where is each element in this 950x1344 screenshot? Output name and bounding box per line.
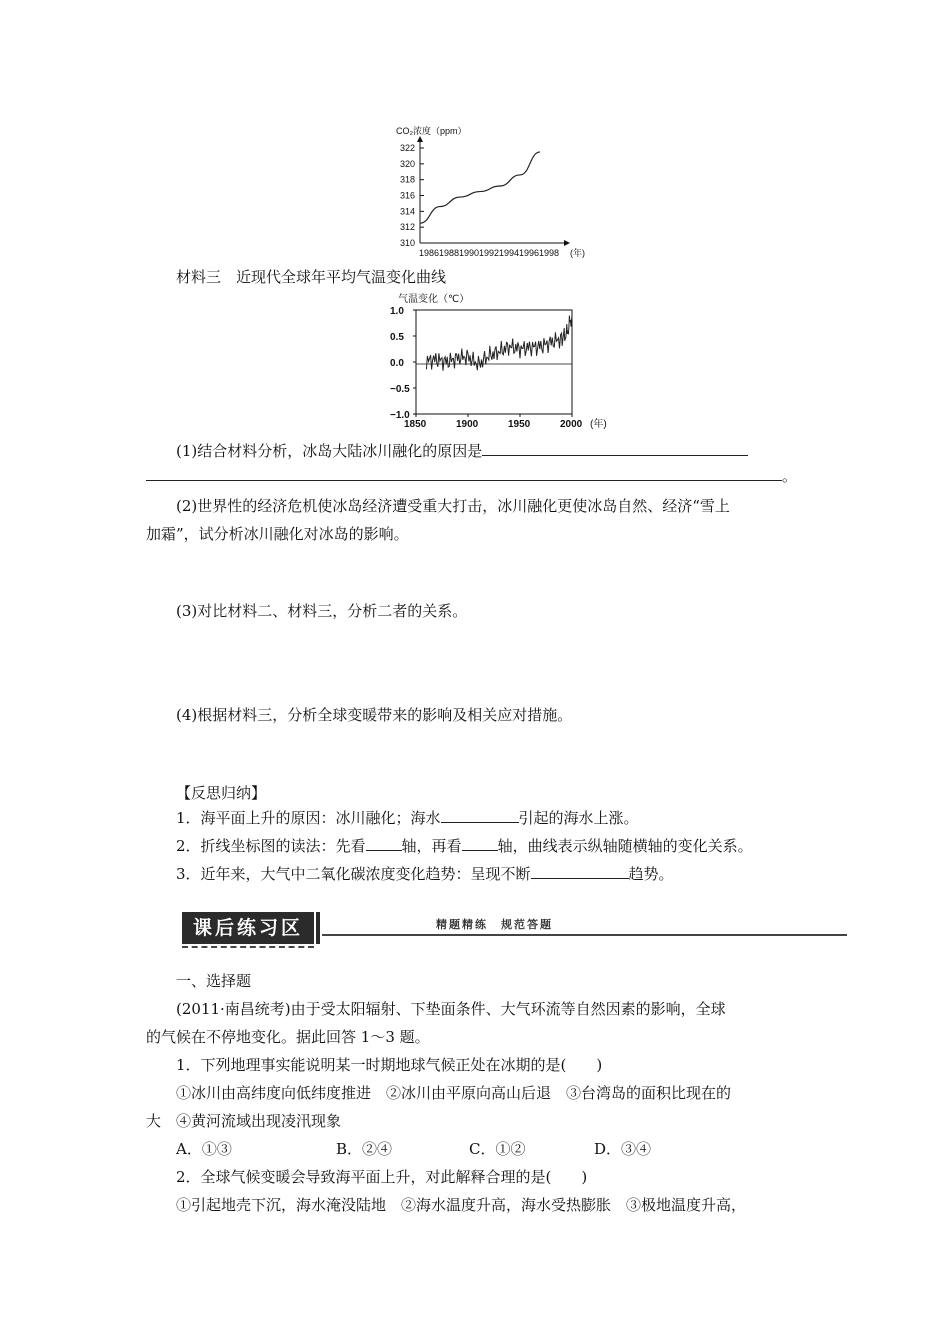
co2-y-arrow <box>417 136 423 142</box>
exercise-intro-line2: 的气候在不停地变化。据此回答 1～3 题。 <box>146 1028 430 1046</box>
answer-blank-q1-line2[interactable] <box>146 466 782 481</box>
temp-ytick-label: −0.5 <box>390 384 410 395</box>
temp-xtick-label: 1900 <box>456 419 479 430</box>
question-1: (1)结合材料分析，冰岛大陆冰川融化的原因是 <box>176 441 748 461</box>
exercise-q1-choice-a[interactable]: A．①③ <box>176 1140 232 1158</box>
exercise-section-title: 一、选择题 <box>176 972 252 990</box>
temp-ytick-label: 1.0 <box>390 306 404 317</box>
co2-ytick-label: 322 <box>400 143 416 153</box>
co2-xtick-label: 1994 <box>499 248 520 258</box>
co2-ytick-label: 312 <box>400 222 416 233</box>
exercise-q1-choice-d[interactable]: D．③④ <box>594 1140 652 1158</box>
exercise-q2-options-line1: ①引起地壳下沉，海水淹没陆地 ②海水温度升高，海水受热膨胀 ③极地温度升高， <box>176 1196 747 1214</box>
section-banner-dash <box>182 944 314 948</box>
reflect-item-1: 1．海平面上升的原因：冰川融化；海水 引起的海水上涨。 <box>176 809 639 827</box>
exercise-intro-line1: (2011·南昌统考)由于受太阳辐射、下垫面条件、大气环流等自然因素的影响，全球 <box>176 1000 726 1018</box>
co2-ytick-label: 316 <box>400 190 416 201</box>
reflect-item-2: 2．折线坐标图的读法：先看 轴，再看 轴，曲线表示纵轴随横轴的变化关系。 <box>176 837 753 855</box>
reflect-blank-3[interactable] <box>531 864 629 879</box>
co2-xtick-label: 1992 <box>479 248 500 258</box>
section-banner-bar <box>316 912 320 944</box>
temp-ytick-label: 0.0 <box>390 358 404 369</box>
co2-xtick-label: 1996 <box>519 248 540 258</box>
co2-chart-xlabel: (年) <box>570 248 585 258</box>
temp-plot-frame <box>416 310 572 414</box>
co2-xtick-label: 1998 <box>539 248 560 258</box>
co2-series-line <box>420 152 540 223</box>
temp-xtick-label: 1850 <box>404 419 427 430</box>
co2-ytick-label: 314 <box>400 206 416 217</box>
temp-xtick-label: 2000 <box>560 419 583 430</box>
temp-series-line <box>426 315 572 371</box>
exercise-q1: 1．下列地理事实能说明某一时期地球气候正处在冰期的是( ) <box>176 1056 603 1074</box>
co2-xtick-label: 1986 <box>419 248 440 258</box>
co2-chart-ylabel: CO₂浓度（ppm） <box>396 126 467 136</box>
exercise-q1-options-line1: ①冰川由高纬度向低纬度推进 ②冰川由平原向高山后退 ③台湾岛的面积比现在的 <box>176 1084 732 1102</box>
co2-chart <box>360 122 620 262</box>
section-banner-title: 课后练习区 <box>182 912 314 944</box>
question-3: (3)对比材料二、材料三，分析二者的关系。 <box>176 602 468 620</box>
reflect-title: 【反思归纳】 <box>176 784 267 802</box>
reflect-blank-2a[interactable] <box>366 836 402 851</box>
question-1-line2: 。 <box>146 466 797 486</box>
question-2-line1: (2)世界性的经济危机使冰岛经济遭受重大打击，冰川融化更使冰岛自然、经济“雪上 <box>176 497 730 515</box>
temp-chart-ylabel: 气温变化（℃） <box>398 294 470 305</box>
temp-ytick-label: 0.5 <box>390 332 404 343</box>
section-banner-rule <box>322 934 847 936</box>
exercise-q2: 2．全球气候变暖会导致海平面上升，对此解释合理的是( ) <box>176 1168 588 1186</box>
reflect-blank-2b[interactable] <box>462 836 498 851</box>
co2-xtick-label: 1990 <box>459 248 480 258</box>
answer-blank-q1[interactable] <box>482 441 748 456</box>
section-banner-subtitle: 精题精练 规范答题 <box>436 918 553 931</box>
material3-title: 材料三 近现代全球年平均气温变化曲线 <box>176 268 447 286</box>
co2-ytick-label: 310 <box>400 238 416 248</box>
exercise-q1-choice-c[interactable]: C．①② <box>469 1140 526 1158</box>
co2-ytick-label: 320 <box>400 158 416 169</box>
co2-ytick-label: 318 <box>400 174 416 185</box>
temp-xtick-label: 1950 <box>508 419 531 430</box>
exercise-q1-choice-b[interactable]: B．②④ <box>336 1140 393 1158</box>
co2-xtick-label: 1988 <box>439 248 460 258</box>
exercise-q1-options-line2: 大 ④黄河流域出现凌汛现象 <box>146 1112 342 1130</box>
reflect-item-3: 3．近年来，大气中二氧化碳浓度变化趋势：呈现不断 趋势。 <box>176 865 674 883</box>
temperature-chart <box>360 290 640 432</box>
reflect-blank-1[interactable] <box>441 808 519 823</box>
question-2-line2: 加霜”，试分析冰川融化对冰岛的影响。 <box>146 525 409 543</box>
co2-x-arrow <box>564 240 570 246</box>
temp-chart-xlabel: (年) <box>590 419 607 430</box>
question-4: (4)根据材料三，分析全球变暖带来的影响及相关应对措施。 <box>176 706 573 724</box>
temp-ytick-label: −1.0 <box>390 410 410 421</box>
